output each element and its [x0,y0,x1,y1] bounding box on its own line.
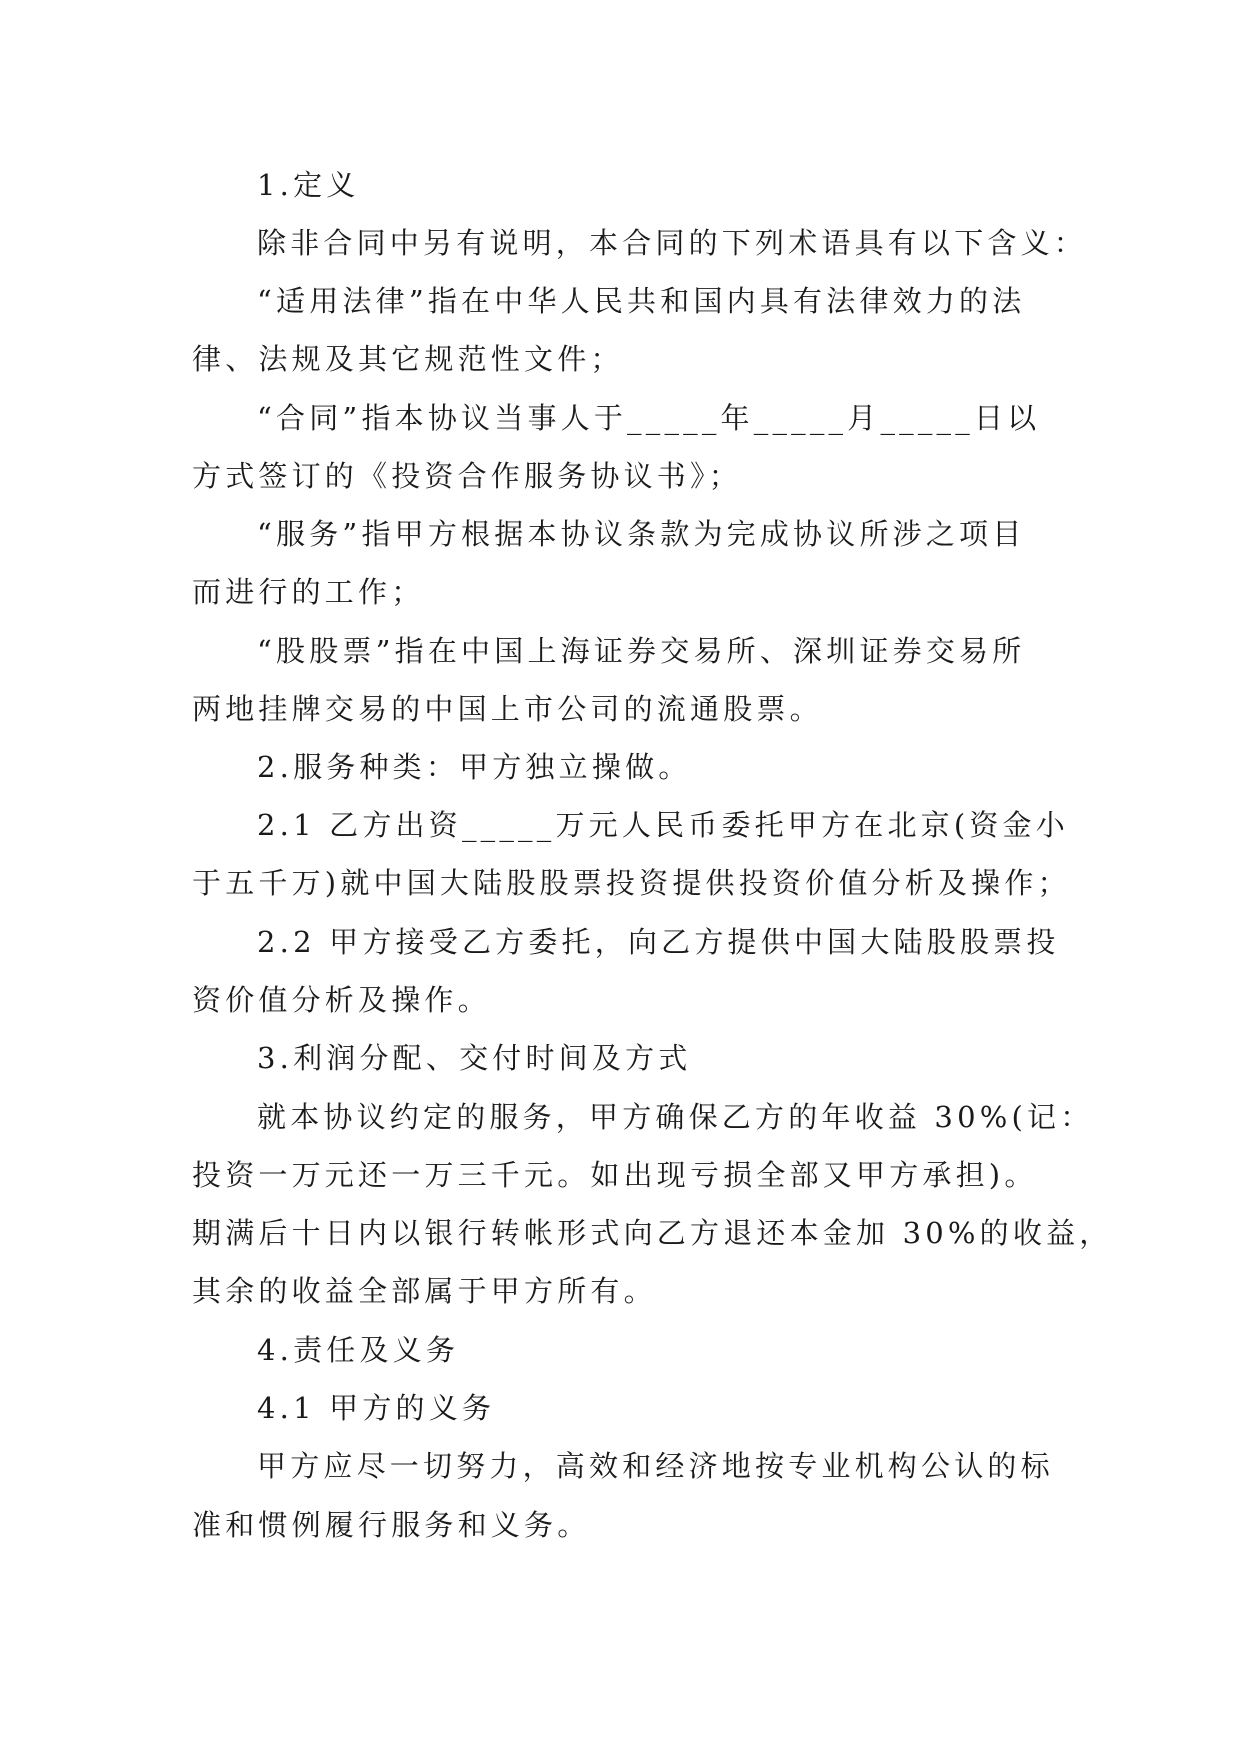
section-3-heading: 3.利润分配、交付时间及方式 [257,1041,692,1075]
clause-3-text-cont-3: 其余的收益全部属于甲方所有。 [192,1274,657,1308]
clause-2-1-cont: 于五千万)就中国大陆股股票投资提供投资价值分析及操作； [192,866,1071,900]
definition-stock-cont: 两地挂牌交易的中国上市公司的流通股票。 [192,692,823,726]
clause-2-2-cont: 资价值分析及操作。 [192,983,491,1017]
clause-3-text-cont-2: 期满后十日内以银行转帐形式向乙方退还本金加 30%的收益， [192,1216,1113,1250]
definition-contract: “合同”指本协议当事人于_____年_____月_____日以 [257,401,1041,435]
clause-4-1-text: 甲方应尽一切努力，高效和经济地按专业机构公认的标 [257,1449,1054,1483]
definition-applicable-law: “适用法律”指在中华人民共和国内具有法律效力的法 [257,284,1026,318]
definition-service-cont: 而进行的工作； [192,575,425,609]
clause-3-text: 就本协议约定的服务，甲方确保乙方的年收益 30%(记： [257,1100,1094,1134]
clause-4-1-text-cont: 准和惯例履行服务和义务。 [192,1508,591,1542]
definition-service: “服务”指甲方根据本协议条款为完成协议所涉之项目 [257,517,1026,551]
section-1-heading: 1.定义 [257,168,360,202]
clause-2-1: 2.1 乙方出资_____万元人民币委托甲方在北京(资金小 [257,808,1069,842]
clause-3-text-cont-1: 投资一万元还一万三千元。如出现亏损全部又甲方承担)。 [192,1158,1038,1192]
definition-stock: “股股票”指在中国上海证券交易所、深圳证券交易所 [257,634,1026,668]
definition-contract-cont: 方式签订的《投资合作服务协议书》； [192,459,742,493]
section-2-heading: 2.服务种类：甲方独立操做。 [257,750,692,784]
definitions-intro: 除非合同中另有说明，本合同的下列术语具有以下含义： [257,226,1088,260]
clause-2-2: 2.2 甲方接受乙方委托，向乙方提供中国大陆股股票投 [257,925,1060,959]
clause-4-1-heading: 4.1 甲方的义务 [257,1391,496,1425]
section-4-heading: 4.责任及义务 [257,1333,460,1367]
definition-applicable-law-cont: 律、法规及其它规范性文件； [192,342,624,376]
